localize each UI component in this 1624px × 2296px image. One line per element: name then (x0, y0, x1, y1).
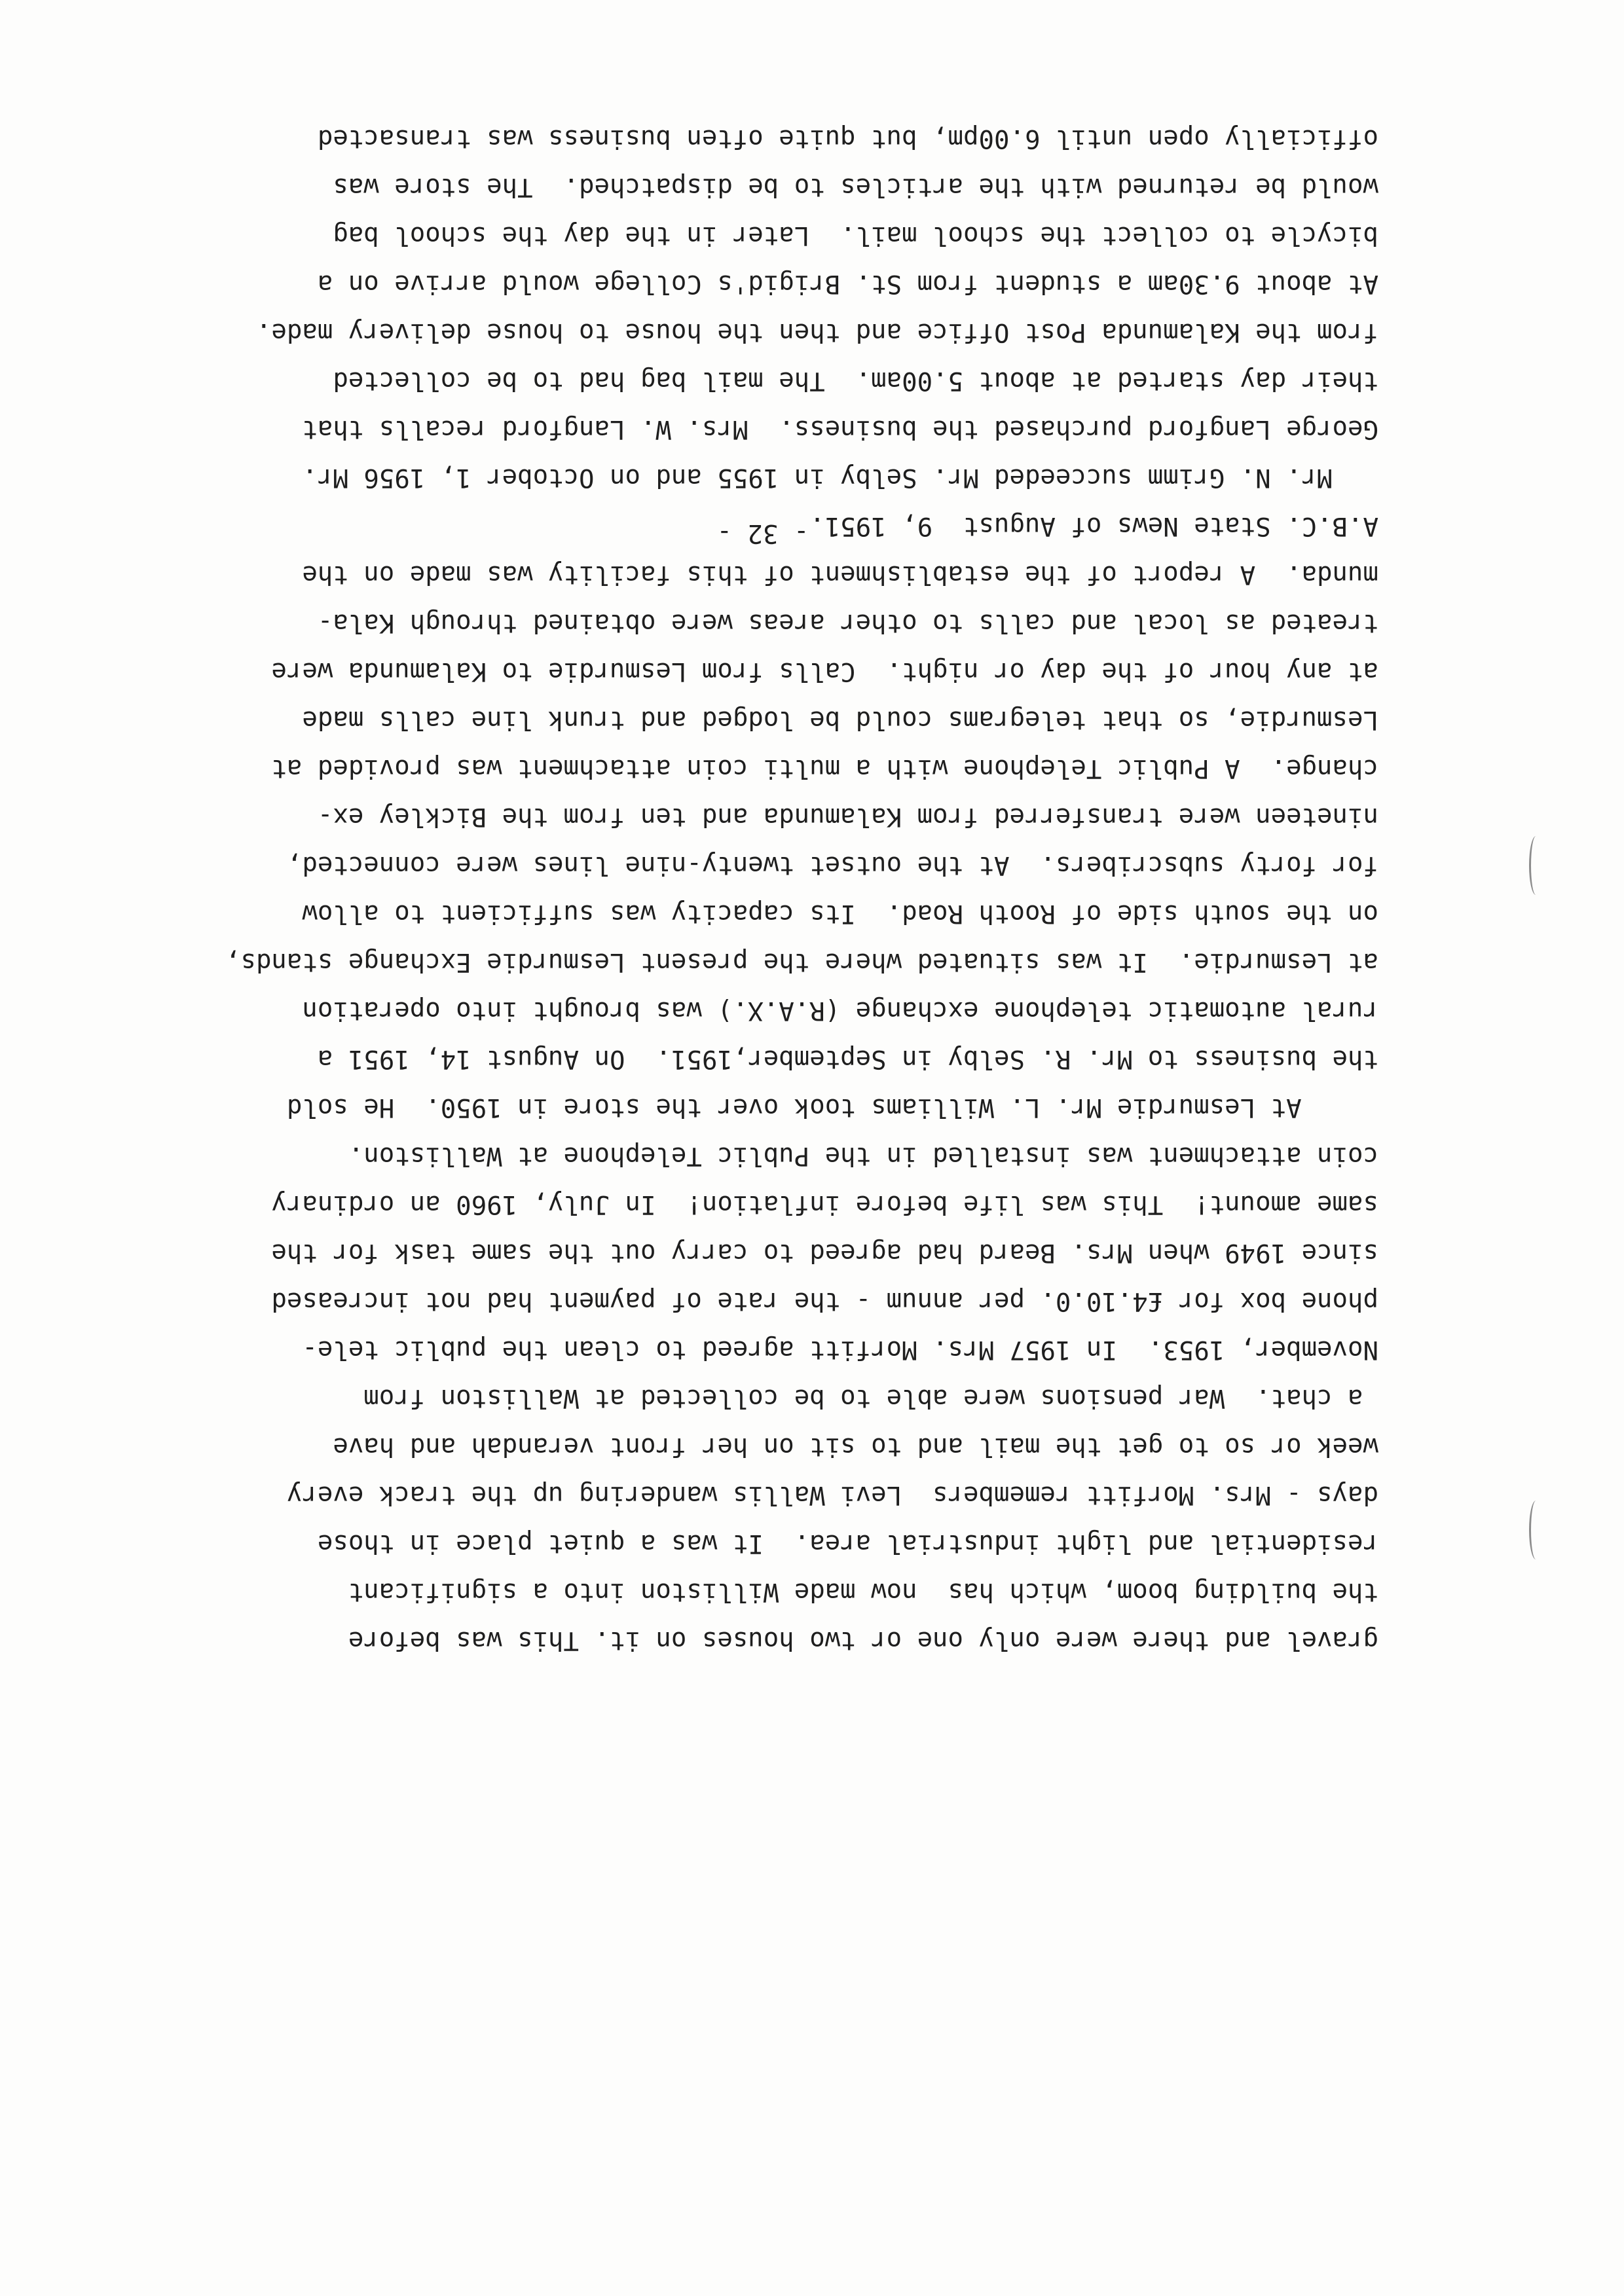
text-line: officially open until 6.00pm, but quite often business was transacted (317, 124, 1378, 153)
text-line: same amount! This was life before inflation! In July, 1960 an ordinary (271, 1190, 1378, 1219)
text-line: At Lesmurdie Mr. L. Williams took over the store in 1950. He sold (286, 1093, 1378, 1122)
text-line: a chat. War pensions were able to be collected at Walliston from (363, 1383, 1378, 1413)
text-line: November, 1953. In 1957 Mrs. Morfitt agreed to clean the public tele- (302, 1335, 1378, 1364)
text-line: days - Mrs. Morfitt remembers Levi Wallis wandering up the track every (286, 1480, 1378, 1510)
text-line: coin attachment was installed in the Public Telephone at Walliston. (348, 1141, 1378, 1171)
text-line: gravel and there were only one or two houses on it. This was before (348, 1626, 1378, 1655)
text-line: treated as local and calls to other areas were obtained through Kala- (317, 608, 1378, 638)
text-line: George Langford purchased the business. Mrs. W. Langford recalls that (302, 414, 1378, 444)
text-line: At about 9.30am a student from St. Brigid's College would arrive on a (317, 269, 1378, 299)
text-line: nineteen were transferred from Kalamunda and ten from the Bickley ex- (317, 802, 1378, 831)
scan-margin-mark (1529, 836, 1543, 895)
text-line: from the Kalamunda Post Office and then the house to house delivery made. (255, 318, 1378, 347)
text-line: bicycle to collect the school mail. Later in the day the school bag (333, 221, 1378, 250)
text-line: rural automatic telephone exchange (R.A.X.) was brought into operation (302, 996, 1378, 1025)
text-line: since 1949 when Mrs. Beard had agreed to carry out the same task for the (271, 1238, 1378, 1267)
page-number: - 32 - (716, 519, 809, 548)
text-line: residential and light industrial area. It was a quiet place in those (317, 1529, 1378, 1558)
text-line: A.B.C. State News of August 9, 1951. (809, 511, 1378, 541)
text-line: Lesmurdie, so that telegrams could be lodged and trunk line calls made (302, 705, 1378, 735)
text-line: their day started at about 5.00am. The mail bag had to be collected (333, 366, 1378, 395)
text-line: change. A Public Telephone with a multi coin attachment was provided at (271, 754, 1378, 783)
text-line: phone box for £4.10.0. per annum - the rate of payment had not increased (271, 1286, 1378, 1316)
text-line: on the south side of Rooth Road. Its capacity was sufficient to allow (302, 899, 1378, 928)
scan-margin-mark (1529, 1501, 1543, 1559)
text-line: for forty subscribers. At the outset twenty-nine lines were connected, (286, 850, 1378, 880)
text-line: at Lesmurdie. It was situated where the present Lesmurdie Exchange stands, (225, 947, 1378, 977)
text-line: Mr. N. Grimm succeeded Mr. Selby in 1955 and on October 1, 1956 Mr. (302, 463, 1378, 492)
text-line: at any hour of the day or night. Calls from Lesmurdie to Kalamunda were (271, 657, 1378, 686)
text-line: week or so to get the mail and to sit on her front verandah and have (333, 1432, 1378, 1461)
text-line: the building boom, which has now made Williston into a significant (348, 1577, 1378, 1607)
text-line: would be returned with the articles to be dispatched. The store was (333, 172, 1378, 202)
document-body (147, 114, 1378, 1664)
text-line: munda. A report of the establishment of this facility was made on the (302, 560, 1378, 589)
text-line: the business to Mr. R. Selby in September,1951. On August 14, 1951 a (317, 1044, 1378, 1074)
